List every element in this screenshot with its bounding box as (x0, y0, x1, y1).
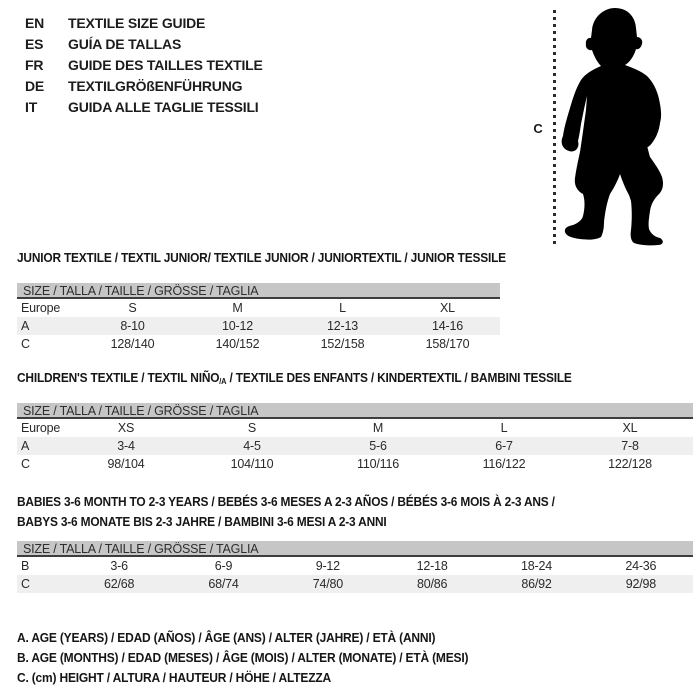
value-cell: 68/74 (208, 577, 239, 591)
value-cell: 74/80 (312, 577, 343, 591)
value-cell: 12-18 (416, 559, 448, 573)
section-title-line: BABIES 3-6 MONTH TO 2-3 YEARS / BEBÉS 3-6 MESES A 2-3 AÑOS / BÉBÉS 3-6 MOIS À 2-3 ANS / (17, 494, 555, 509)
row-label: A (21, 319, 30, 333)
table-row-height (17, 455, 693, 473)
lang-label: TEXTILGRÖßENFÜHRUNG (68, 77, 243, 94)
footnote-age-years: A. AGE (YEARS) / EDAD (AÑOS) / ÂGE (ANS) / ALTER (JAHRE) / ETÀ (ANNI) (17, 631, 436, 645)
value-cell: 7-8 (621, 439, 639, 453)
baby-silhouette (552, 4, 700, 248)
row-label: Europe (21, 421, 61, 435)
value-cell: 10-12 (222, 319, 253, 333)
size-cell: L (339, 301, 346, 315)
lang-label: GUÍA DE TALLAS (68, 36, 182, 53)
lang-label: GUIDE DES TAILLES TEXTILE (68, 56, 263, 73)
size-cell: M (372, 421, 384, 435)
size-cell: L (500, 421, 508, 435)
value-cell: 8-10 (120, 319, 145, 333)
value-cell: 86/92 (521, 577, 552, 591)
babies-size-table (17, 541, 693, 593)
size-cell: M (232, 301, 243, 315)
value-cell: 5-6 (369, 439, 387, 453)
lang-row-en (25, 13, 263, 34)
value-cell: 158/170 (425, 337, 470, 351)
lang-code: DE (25, 77, 45, 94)
value-cell: 4-5 (243, 439, 261, 453)
value-cell: 140/152 (215, 337, 260, 351)
footnote-height-cm: C. (cm) HEIGHT / ALTURA / HAUTEUR / HÖHE / ALTEZZA (17, 671, 331, 685)
value-cell: 24-36 (625, 559, 657, 573)
language-list (25, 13, 263, 117)
section-title-text: CHILDREN'S TEXTILE / TEXTIL NIÑO (17, 370, 220, 385)
size-cell: S (247, 421, 257, 435)
table-row-europe (17, 419, 693, 437)
table-row-months (17, 557, 693, 575)
value-cell: 14-16 (432, 319, 463, 333)
row-label: C (21, 337, 30, 351)
section-title-babies (17, 495, 555, 535)
section-title-text: / TEXTILE DES ENFANTS / KINDERTEXTIL / BAMBINI TESSILE (226, 370, 572, 385)
value-cell: 116/122 (482, 457, 526, 471)
size-cell: XL (440, 301, 455, 315)
size-cell: XL (622, 421, 638, 435)
value-cell: 62/68 (104, 577, 135, 591)
lang-row-es (25, 34, 263, 55)
row-label: Europe (21, 301, 61, 315)
section-title-text: JUNIOR TEXTILE / TEXTIL JUNIOR/ TEXTILE JUNIOR / JUNIORTEXTIL / JUNIOR TESSILE (17, 250, 506, 265)
table-row-height (17, 575, 693, 593)
value-cell: 104/110 (230, 457, 274, 471)
lang-code: FR (25, 56, 44, 73)
section-title-line: BABYS 3-6 MONATE BIS 2-3 JAHRE / BAMBINI 3-6 MESI A 2-3 ANNI (17, 514, 387, 529)
table-row-age (17, 317, 500, 335)
size-header-bar: SIZE / TALLA / TAILLE / GRÖSSE / TAGLIA (17, 403, 693, 419)
table-row-europe (17, 299, 500, 317)
row-label: A (21, 439, 30, 453)
footnote-age-months: B. AGE (MONTHS) / EDAD (MESES) / ÂGE (MOIS) / ALTER (MONATE) / ETÀ (MESI) (17, 651, 469, 665)
size-header-bar: SIZE / TALLA / TAILLE / GRÖSSE / TAGLIA (17, 283, 500, 299)
lang-code: IT (25, 98, 38, 115)
table-row-age (17, 437, 693, 455)
value-cell: 80/86 (417, 577, 448, 591)
value-cell: 9-12 (315, 559, 340, 573)
value-cell: 6-9 (214, 559, 233, 573)
value-cell: 6-7 (495, 439, 513, 453)
row-label: C (21, 457, 30, 471)
lang-row-it (25, 96, 263, 117)
value-cell: 152/158 (320, 337, 365, 351)
value-cell: 3-4 (117, 439, 135, 453)
value-cell: 110/116 (357, 457, 399, 471)
footnotes (17, 628, 487, 688)
lang-row-de (25, 75, 263, 96)
lang-code: ES (25, 36, 44, 53)
section-title-subscript: /A (219, 377, 227, 386)
value-cell: 92/98 (625, 577, 656, 591)
size-header-bar: SIZE / TALLA / TAILLE / GRÖSSE / TAGLIA (17, 541, 693, 557)
size-cell: XS (117, 421, 135, 435)
table-row-height (17, 335, 500, 353)
row-label: C (21, 577, 30, 591)
value-cell: 98/104 (107, 457, 145, 471)
lang-code: EN (25, 15, 45, 32)
size-cell: S (128, 301, 137, 315)
section-title-junior (17, 251, 506, 265)
section-title-children (17, 371, 572, 389)
value-cell: 12-13 (327, 319, 358, 333)
lang-label: GUIDA ALLE TAGLIE TESSILI (68, 98, 259, 115)
junior-size-table (17, 283, 500, 353)
value-cell: 122/128 (608, 457, 652, 471)
lang-row-fr (25, 55, 263, 76)
row-label: B (21, 559, 30, 573)
value-cell: 128/140 (110, 337, 155, 351)
value-cell: 18-24 (521, 559, 552, 573)
lang-label: TEXTILE SIZE GUIDE (68, 15, 206, 32)
height-measure-label: C (533, 121, 543, 136)
children-size-table (17, 403, 693, 473)
value-cell: 3-6 (110, 559, 128, 573)
